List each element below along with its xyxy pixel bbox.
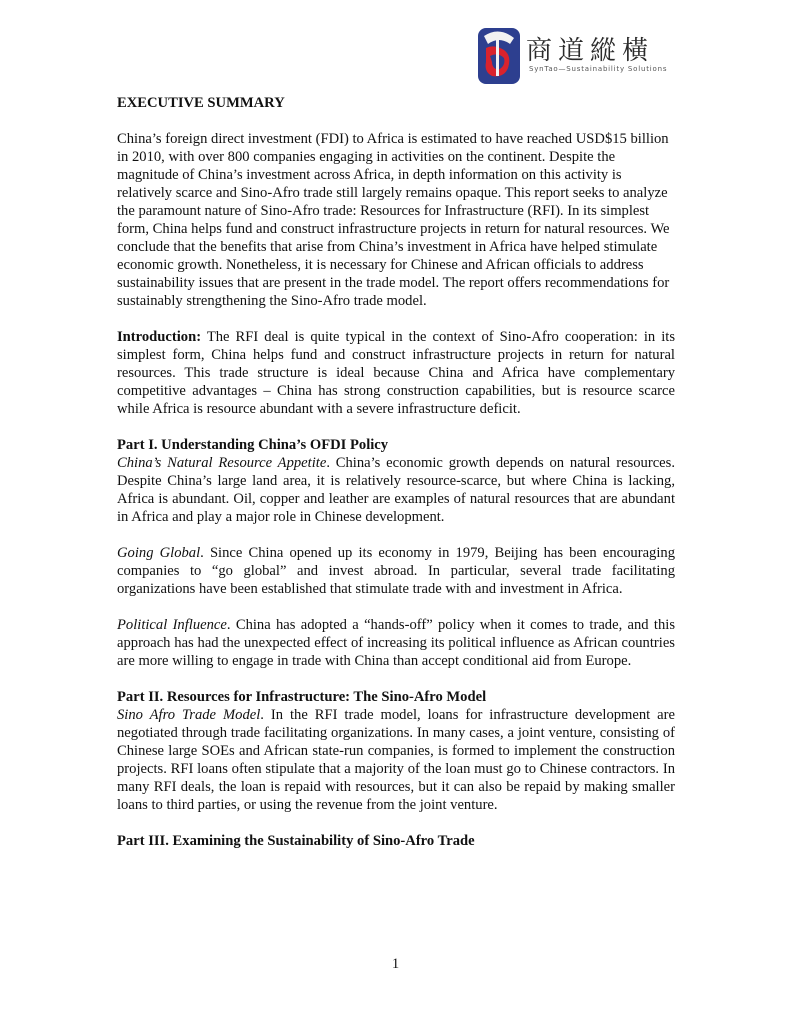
- paragraph-text: . China’s economic growth depends on natural resources. Despite China’s large land area, it is relatively resource-scarce, but where China is lacking, Africa is abundant. Oil, copper and leather are examples of natural resources that are abundant in Africa and play a major role in Chinese development.: [117, 455, 675, 525]
- part2-paragraph-trade-model: [117, 706, 675, 814]
- paragraph-lead: China’s Natural Resource Appetite: [117, 455, 327, 471]
- paragraph-text: . China has adopted a “hands-off” policy when it comes to trade, and this approach has had the unexpected effect of increasing its political influence as African countries are more willing to engage in trade with China than accept conditional aid from Europe.: [117, 617, 676, 669]
- introduction-paragraph: [117, 328, 675, 418]
- introduction-text: The RFI deal is quite typical in the context of Sino-Afro cooperation: in its simplest form, China helps fund and construct infrastructure projects in return for natural resources. This trade structure is ideal because China and Africa have complementary competitive advantages – China has strong construction capabilities, but is resource scarce while Africa is resource abundant with a severe infrastructure deficit.: [117, 329, 675, 417]
- page-number: 1: [391, 956, 400, 972]
- syntao-logo: [474, 22, 672, 88]
- paragraph-text: . In the RFI trade model, loans for infrastructure development are negotiated through trade facilitating organizations. In many cases, a joint venture, consisting of Chinese large SOEs and African state-run companies, is formed to implement the construction projects. RFI loans often stipulate that a majority of the loan must go to Chinese contractors. In many RFI deals, the loan is repaid with resources, but it can also be repaid by making smaller loans to third parties, or using the revenue from the joint venture.: [117, 707, 676, 813]
- paragraph-lead: Going Global: [117, 545, 201, 561]
- paragraph-lead: Sino Afro Trade Model: [117, 707, 261, 723]
- logo-english-text: SynTao—Sustainability Solutions: [529, 65, 668, 73]
- executive-summary-title: EXECUTIVE SUMMARY: [117, 95, 285, 111]
- paragraph-lead: Political Influence: [117, 617, 227, 633]
- part1-paragraph-resource-appetite: [117, 454, 675, 526]
- paragraph-text: . Since China opened up its economy in 1979, Beijing has been encouraging companies to “go global” and invest abroad. In particular, several trade facilitating organizations have been established that stimulate trade with and investment in Africa.: [117, 545, 675, 597]
- part1-heading: Part I. Understanding China’s OFDI Policy: [117, 437, 389, 453]
- logo-chinese-text: 商道縱橫: [526, 36, 655, 66]
- part1-paragraph-going-global: [117, 544, 675, 598]
- summary-paragraph: China’s foreign direct investment (FDI) to Africa is estimated to have reached USD$15 billion in 2010, with over 800 companies engaging in activities on the continent. Despite the magnitude of China’s investment across Africa, in depth information on this activity is relatively scarce and Sino-Afro trade still largely remains opaque. This report seeks to analyze the paramount nature of Sino-Afro trade: Resources for Infrastructure (RFI). In its simplest form, China helps fund and construct infrastructure projects in return for natural resources. We conclude that the benefits that arise from China’s investment in Africa have helped stimulate economic growth. Nonetheless, it is necessary for Chinese and African officials to address sustainability issues that are present in the trade model. The report offers recommendations for sustainably strengthening the Sino-Afro trade model.: [117, 131, 670, 309]
- part2-heading: Part II. Resources for Infrastructure: The Sino-Afro Model: [117, 689, 487, 705]
- document-body: [117, 94, 675, 850]
- syntao-seal-icon: [474, 22, 524, 88]
- part1-paragraph-political-influence: [117, 616, 675, 670]
- part3-heading: Part III. Examining the Sustainability of Sino-Afro Trade: [117, 833, 475, 849]
- introduction-label: Introduction:: [117, 329, 202, 345]
